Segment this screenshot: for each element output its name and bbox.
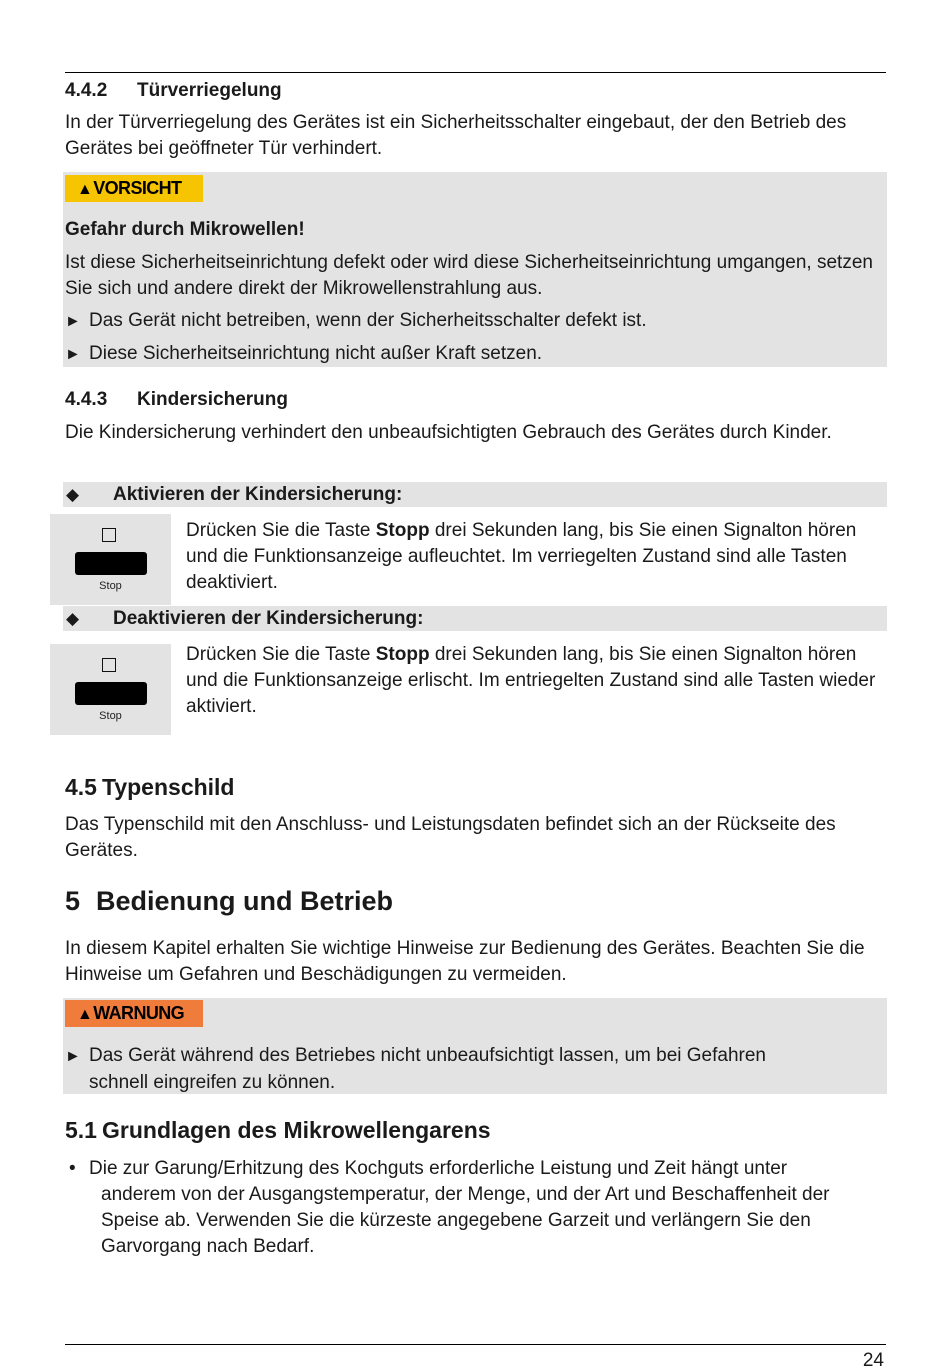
caution-action-text: Das Gerät nicht betreiben, wenn der Sicherheitsschalter defekt ist. [89, 310, 647, 331]
step-text-activate [186, 518, 876, 596]
footer-rule [65, 1344, 886, 1345]
warning-label: WARNUNG [93, 1003, 185, 1023]
warning-triangle-icon: ▲ [77, 1006, 93, 1023]
diamond-icon: ◆ [66, 485, 80, 504]
indicator-square-icon [102, 528, 116, 542]
section-heading-4-4-2 [65, 78, 282, 104]
arrow-right-icon: ► [65, 313, 81, 330]
section-number: 4.5 [65, 774, 97, 800]
section-number: 4.4.2 [65, 80, 108, 101]
step-text-part: Drücken Sie die Taste [186, 520, 376, 541]
section-paragraph: Die Kindersicherung verhindert den unbeaufsichtigten Gebrauch des Gerätes durch Kinder. [65, 422, 832, 443]
key-caption: Stop [99, 580, 122, 592]
caution-action-text: Diese Sicherheitseinrichtung nicht außer Kraft setzen. [89, 343, 543, 364]
section-paragraph: In der Türverriegelung des Gerätes ist ein Sicherheitsschalter eingebaut, der den Betrieb des Gerätes bei geöffneter Tür verhindert. [65, 112, 847, 159]
key-name: Stopp [375, 520, 430, 541]
key-caption: Stop [99, 710, 122, 722]
list-item-line: Die zur Garung/Erhitzung des Kochguts erforderliche Leistung und Zeit hängt unter [89, 1158, 788, 1179]
warning-action-text: schnell eingreifen zu können. [89, 1072, 336, 1093]
chapter-heading-5 [65, 884, 393, 918]
step-text-deactivate [186, 642, 876, 720]
arrow-right-icon: ► [65, 1048, 81, 1065]
caution-action [65, 308, 880, 335]
page-number: 24 [862, 1350, 884, 1371]
stop-key-icon [75, 682, 147, 705]
section-number: 5.1 [65, 1117, 97, 1143]
bullet-icon: • [69, 1158, 76, 1179]
warning-triangle-icon: ▲ [77, 181, 93, 198]
section-heading-4-4-3 [65, 387, 288, 413]
list-item-line: anderem von der Ausgangstemperatur, der Menge, und der Art und Beschaffenheit der Speise ab. Verwenden Sie die kürzeste angegebene Garzeit und verlängern Sie den Garvorgang nach Bedarf. [101, 1184, 830, 1257]
caution-badge [65, 175, 203, 202]
section-title: Grundlagen des Mikrowellengarens [102, 1117, 491, 1143]
step-heading-label: Aktivieren der Kindersicherung: [113, 484, 403, 505]
key-name: Stopp [375, 644, 430, 665]
warning-action-text: Das Gerät während des Betriebes nicht unbeaufsichtigt lassen, um bei Gefahren [89, 1045, 766, 1066]
stop-key-illustration [50, 644, 171, 735]
stop-key-icon [75, 552, 147, 575]
step-text-part: drei Sekunden lang, bis Sie einen Signalton hören und die Funktionsanzeige aufleuchtet. Im verriegelten Zustand sind alle Tasten deaktiviert. [186, 520, 857, 593]
section-title: Typenschild [102, 774, 235, 800]
section-heading-4-5 [65, 772, 235, 802]
section-heading-5-1 [65, 1115, 491, 1145]
step-heading-label: Deaktivieren der Kindersicherung: [113, 608, 424, 629]
step-text-part: drei Sekunden lang, bis Sie einen Signalton hören und die Funktionsanzeige erlischt. Im entriegelten Zustand sind alle Tasten wieder aktiviert. [186, 644, 876, 717]
section-paragraph: Das Typenschild mit den Anschluss- und Leistungsdaten befindet sich an der Rückseite des Gerätes. [65, 814, 836, 861]
header-rule [65, 72, 886, 73]
stop-key-illustration [50, 514, 171, 605]
warning-badge [65, 1000, 203, 1027]
chapter-number: 5 [65, 886, 81, 916]
section-title: Türverriegelung [137, 80, 282, 101]
warning-action [65, 1043, 880, 1096]
caution-text: Ist diese Sicherheitseinrichtung defekt oder wird diese Sicherheitseinrichtung umgangen, setzen Sie sich und andere direkt der Mikrowellenstrahlung aus. [65, 252, 873, 299]
caution-label: VORSICHT [93, 178, 182, 198]
section-title: Kindersicherung [137, 389, 288, 410]
chapter-title: Bedienung und Betrieb [96, 886, 393, 916]
chapter-paragraph: In diesem Kapitel erhalten Sie wichtige Hinweise zur Bedienung des Gerätes. Beachten Sie die Hinweise um Gefahren und Beschädigungen zu vermeiden. [65, 938, 865, 985]
list-item-text [89, 1156, 879, 1260]
step-heading-deactivate [63, 606, 887, 631]
section-number: 4.4.3 [65, 389, 108, 410]
step-heading-activate [63, 482, 887, 507]
caution-heading: Gefahr durch Mikrowellen! [65, 219, 305, 240]
step-text-part: Drücken Sie die Taste [186, 644, 376, 665]
indicator-square-icon [102, 658, 116, 672]
caution-action [65, 341, 880, 368]
diamond-icon: ◆ [66, 609, 80, 628]
arrow-right-icon: ► [65, 346, 81, 363]
